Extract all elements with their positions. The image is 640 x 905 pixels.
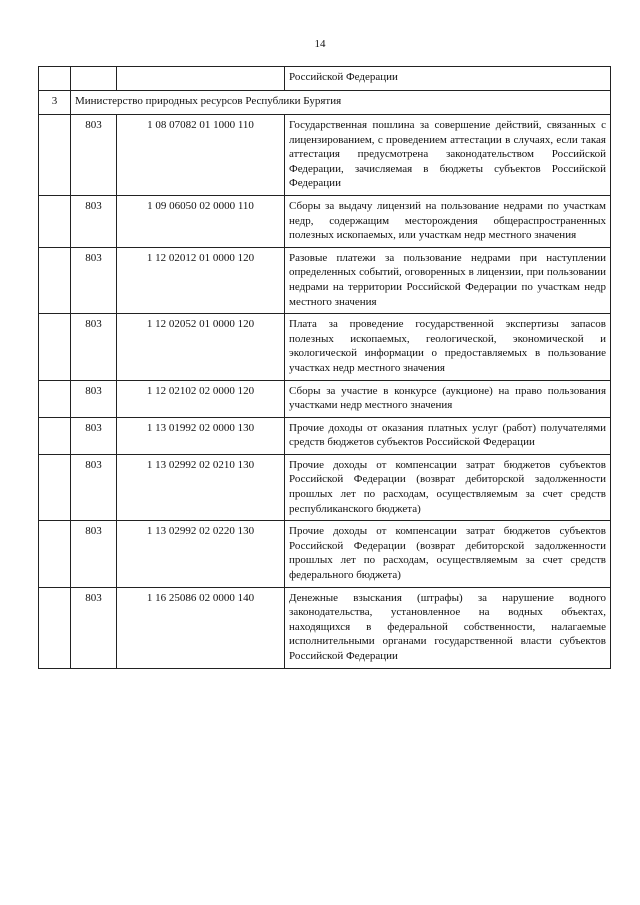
kbk-code-cell: 1 12 02012 01 0000 120 [117,247,285,313]
kbk-code-cell: 1 13 02992 02 0220 130 [117,521,285,587]
table-row [39,314,611,380]
revenue-name-cell: Сборы за участие в конкурсе (аукционе) на право пользования участками недр местного значения [285,380,611,417]
continuation-code-cell [117,67,285,91]
continuation-admin-cell [71,67,117,91]
table-row [39,195,611,247]
revenue-name-cell: Государственная пошлина за совершение действий, связанных с лицензированием, с проведением аттестации в случаях, если такая аттестация предусмотрена законодательством Российской Федерации, зачисляемая в бюджеты субъектов Российской Федерации [285,115,611,196]
table-row [39,247,611,313]
section-title: Министерство природных ресурсов Республики Бурятия [71,91,611,115]
row-num-cell [39,521,71,587]
row-num-cell [39,380,71,417]
continuation-text: Российской Федерации [285,67,611,91]
kbk-code-cell: 1 08 07082 01 1000 110 [117,115,285,196]
section-number: 3 [39,91,71,115]
continuation-row [39,67,611,91]
section-row [39,91,611,115]
row-num-cell [39,454,71,520]
admin-code-cell: 803 [71,380,117,417]
kbk-code-cell: 1 12 02052 01 0000 120 [117,314,285,380]
row-num-cell [39,417,71,454]
row-num-cell [39,115,71,196]
admin-code-cell: 803 [71,587,117,668]
table-row [39,587,611,668]
revenue-name-cell: Разовые платежи за пользование недрами при наступлении определенных событий, оговоренных в лицензии, при пользовании недрами на территории Российской Федерации по участкам недр местного значения [285,247,611,313]
admin-code-cell: 803 [71,115,117,196]
admin-code-cell: 803 [71,247,117,313]
row-num-cell [39,314,71,380]
admin-code-cell: 803 [71,195,117,247]
row-num-cell [39,247,71,313]
kbk-code-cell: 1 16 25086 02 0000 140 [117,587,285,668]
continuation-num-cell [39,67,71,91]
admin-code-cell: 803 [71,417,117,454]
table-row [39,454,611,520]
kbk-code-cell: 1 09 06050 02 0000 110 [117,195,285,247]
revenue-name-cell: Плата за проведение государственной экспертизы запасов полезных ископаемых, геологической, экономической и экологической информации о предоставляемых в пользование участках недр местного значения [285,314,611,380]
row-num-cell [39,587,71,668]
table-row [39,380,611,417]
table-row [39,115,611,196]
page-number: 14 [314,38,326,50]
kbk-code-cell: 1 12 02102 02 0000 120 [117,380,285,417]
revenue-name-cell: Прочие доходы от компенсации затрат бюджетов субъектов Российской Федерации (возврат дебиторской задолженности прошлых лет по расходам, осуществляемым за счет средств федерального бюджета) [285,521,611,587]
admin-code-cell: 803 [71,521,117,587]
revenue-name-cell: Прочие доходы от компенсации затрат бюджетов субъектов Российской Федерации (возврат дебиторской задолженности прошлых лет по расходам, осуществляемым за счет средств республиканского бюджета) [285,454,611,520]
admin-code-cell: 803 [71,454,117,520]
table-body [39,67,611,669]
table-row [39,417,611,454]
revenue-name-cell: Сборы за выдачу лицензий на пользование недрами по участкам недр, содержащим месторождения общераспространенных полезных ископаемых, или участкам недр местного значения [285,195,611,247]
revenue-classification-table [38,66,611,669]
kbk-code-cell: 1 13 02992 02 0210 130 [117,454,285,520]
kbk-code-cell: 1 13 01992 02 0000 130 [117,417,285,454]
revenue-name-cell: Прочие доходы от оказания платных услуг (работ) получателями средств бюджетов субъектов Российской Федерации [285,417,611,454]
table-row [39,521,611,587]
admin-code-cell: 803 [71,314,117,380]
row-num-cell [39,195,71,247]
revenue-name-cell: Денежные взыскания (штрафы) за нарушение водного законодательства, установленное на водных объектах, находящихся в федеральной собственности, налагаемые исполнительными органами государственной власти субъектов Российской Федерации [285,587,611,668]
